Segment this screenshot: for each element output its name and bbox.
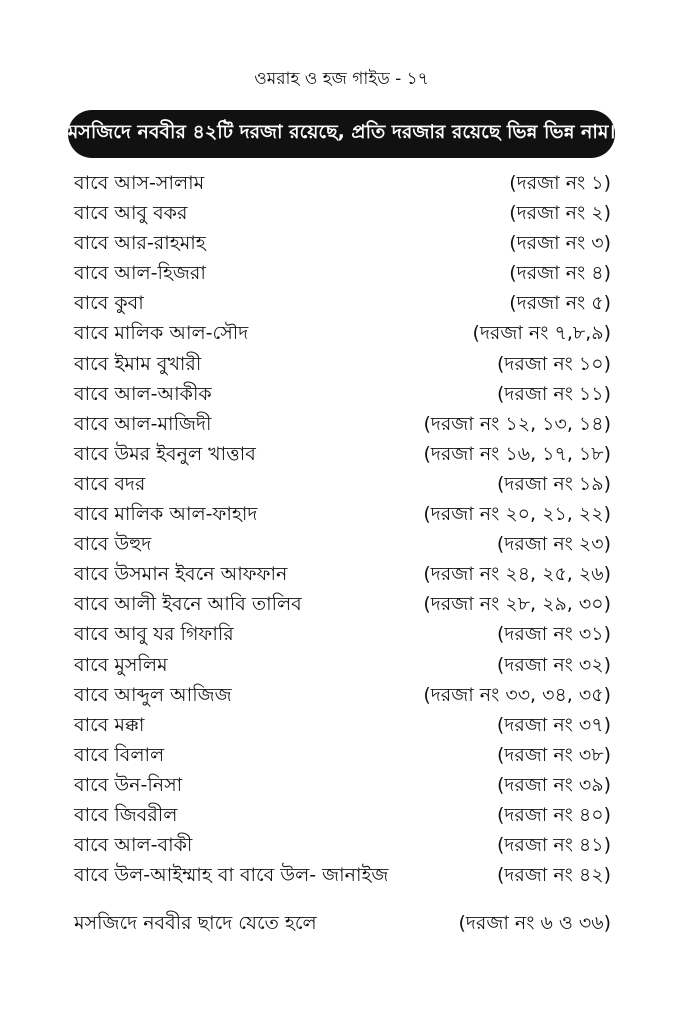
list-item [0, 650, 683, 680]
list-item [0, 740, 683, 770]
door-number: (দরজা নং ৩১) [496, 623, 611, 646]
door-name: বাবে বিলাল [74, 743, 165, 766]
list-item [0, 318, 683, 348]
door-number: (দরজা নং ৫) [509, 292, 611, 315]
list-item [0, 198, 683, 228]
roof-access-door-number: (দরজা নং ৬ ও ৩৬) [458, 912, 611, 934]
list-item [0, 439, 683, 469]
door-name: বাবে উন-নিসা [74, 773, 183, 796]
door-number: (দরজা নং ৪০) [496, 803, 611, 826]
list-item [0, 288, 683, 318]
door-number: (দরজা নং ১০) [496, 352, 611, 375]
door-number: (দরজা নং ২৩) [496, 533, 611, 556]
list-item [0, 589, 683, 619]
banner-text: মসজিদে নববীর ৪২টি দরজা রয়েছে, প্রতি দরজার রয়েছে ভিন্ন ভিন্ন নাম। [68, 121, 615, 143]
list-item [0, 228, 683, 258]
list-item [0, 770, 683, 800]
door-name: বাবে আল-বাকী [74, 834, 193, 857]
list-item [0, 680, 683, 710]
door-name: বাবে আব্দুল আজিজ [74, 683, 232, 706]
door-name: বাবে মক্কা [74, 713, 145, 736]
list-item [0, 830, 683, 860]
door-number: (দরজা নং ৩৮) [496, 743, 611, 766]
list-item [0, 349, 683, 379]
list-item [0, 559, 683, 589]
list-item [0, 258, 683, 288]
list-item [0, 379, 683, 409]
door-number: (দরজা নং ১১) [496, 382, 611, 405]
door-name: বাবে কুবা [74, 292, 144, 315]
door-number: (দরজা নং ৪) [509, 262, 611, 285]
door-number: (দরজা নং ১৬, ১৭, ১৮) [423, 442, 611, 465]
roof-access-label: মসজিদে নববীর ছাদে যেতে হলে [74, 912, 317, 934]
door-name: বাবে উসমান ইবনে আফফান [74, 563, 288, 586]
roof-access-row [0, 908, 683, 938]
door-number: (দরজা নং ৪১) [496, 834, 611, 857]
door-number: (দরজা নং ৩৩, ৩৪, ৩৫) [423, 683, 611, 706]
door-name: বাবে ইমাম বুখারী [74, 352, 202, 375]
list-item [0, 409, 683, 439]
door-number: (দরজা নং ২৪, ২৫, ২৬) [423, 563, 611, 586]
door-name: বাবে মালিক আল-সৌদ [74, 322, 249, 345]
door-number: (দরজা নং ৭,৮,৯) [472, 322, 611, 345]
door-name: বাবে উহুদ [74, 533, 152, 556]
door-number: (দরজা নং ৪২) [496, 864, 611, 887]
list-item [0, 710, 683, 740]
list-item [0, 860, 683, 890]
door-name: বাবে আল-আকীক [74, 382, 212, 405]
door-number: (দরজা নং ১) [509, 172, 611, 194]
door-number: (দরজা নং ৩) [509, 232, 611, 255]
door-name: বাবে আবু বকর [74, 202, 188, 225]
door-number: (দরজা নং ৩২) [496, 653, 611, 676]
list-item [0, 619, 683, 649]
door-name: বাবে আস-সালাম [74, 172, 205, 194]
list-item [0, 168, 683, 198]
door-name: বাবে উমর ইবনুল খাত্তাব [74, 442, 256, 465]
door-name: বাবে আল-হিজরা [74, 262, 206, 285]
door-number: (দরজা নং ২০, ২১, ২২) [423, 503, 611, 526]
door-number: (দরজা নং ২) [509, 202, 611, 225]
door-name: বাবে জিবরীল [74, 803, 178, 826]
door-name: বাবে বদর [74, 472, 146, 495]
door-name: বাবে আবু যর গিফারি [74, 623, 234, 646]
door-number: (দরজা নং ৩৯) [496, 773, 611, 796]
door-name: বাবে উল-আইম্মাহ বা বাবে উল- জানাইজ [74, 864, 389, 887]
door-number: (দরজা নং ৩৭) [496, 713, 611, 736]
list-item [0, 800, 683, 830]
door-name: বাবে মালিক আল-ফাহাদ [74, 503, 258, 526]
door-number: (দরজা নং ২৮, ২৯, ৩০) [423, 593, 611, 616]
page-header: ওমরাহ ও হজ গাইড - ১৭ [254, 69, 429, 89]
door-name: বাবে মুসলিম [74, 653, 168, 676]
title-banner [68, 110, 615, 158]
door-name: বাবে আল-মাজিদী [74, 412, 212, 435]
door-name: বাবে আলী ইবনে আবি তালিব [74, 593, 302, 616]
list-item [0, 499, 683, 529]
door-list [0, 168, 683, 890]
list-item [0, 529, 683, 559]
list-item [0, 469, 683, 499]
door-name: বাবে আর-রাহমাহ [74, 232, 206, 255]
door-number: (দরজা নং ১২, ১৩, ১৪) [423, 412, 611, 435]
door-number: (দরজা নং ১৯) [496, 472, 611, 495]
